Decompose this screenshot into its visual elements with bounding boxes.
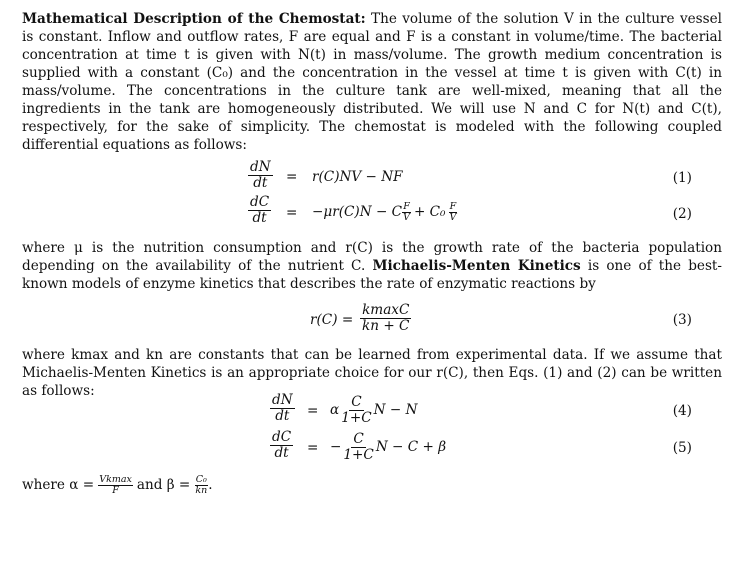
equation-5 <box>0 430 744 466</box>
paragraph-chemostat-description <box>22 10 722 154</box>
alpha-den: F <box>112 484 119 496</box>
paragraph-text: The volume of the solution V in the culture vessel is constant. Inflow and outflow rates, F are equal and F is a constant in volume/time. The bacterial concentration at time t is given with N(t) in mass/volume. The growth medium concentration is supplied with a constant (C₀) and the concentration in the vessel at time t is given with C(t) in mass/volume. The concentrations in the culture tank are well-mixed, meaning that all the ingredients in the tank are homogeneously distributed. We will use N and C for N(t) and C(t), respectively, for the sake of simplicity. The chemostat is modeled with the following coupled differential equations as follows: <box>22 11 723 153</box>
eq4-rhs-part-b: N − N <box>373 402 418 418</box>
paragraph-text-a: where μ is the nutrition consumption and r(C) is the growth rate of the bacteria population depending on the availability of the nutrient C. <box>22 240 722 274</box>
and-beta-text: and β = <box>136 477 191 493</box>
alpha-beta-definition <box>22 472 213 498</box>
paragraph-text: where kmax and kn are constants that can be learned from experimental data. If we assume that Michaelis-Menten Kinetics is an appropriate choice for our r(C), then Eqs. (1) and (2) can be written as follows: <box>22 347 722 399</box>
equation-2 <box>0 195 744 231</box>
eq2-rhs-part-a: −μr(C)N − C <box>312 204 403 220</box>
eq4-fraction <box>339 395 373 426</box>
eq2-frac-2 <box>449 202 458 223</box>
eq2-frac2-den: V <box>449 211 457 223</box>
equals-sign: = <box>307 403 319 419</box>
equation-1 <box>0 160 744 196</box>
eq5-frac-num: C <box>353 430 364 447</box>
equals-sign: = <box>307 440 319 456</box>
eq5-frac-den: 1+C <box>343 446 374 463</box>
eq4-frac-den: 1+C <box>341 409 372 426</box>
where-alpha-text: where α = <box>22 477 95 493</box>
eq4-lhs-num: dN <box>272 392 293 408</box>
section-heading: Mathematical Description of the Chemostat: <box>22 11 366 27</box>
equation-number: (3) <box>672 312 692 328</box>
eq4-frac-num: C <box>351 393 362 410</box>
eq1-rhs: r(C)NV − NF <box>312 169 403 185</box>
beta-fraction <box>194 475 208 496</box>
eq5-lhs <box>270 430 293 461</box>
paragraph-michaelis-menten <box>22 239 722 293</box>
eq5-fraction <box>341 432 375 463</box>
beta-den: kn <box>195 484 208 496</box>
paragraph-text-b: is one of the best-known models of enzyme kinetics that describes the rate of enzymatic reactions by <box>22 258 722 292</box>
beta-num: C₀ <box>195 473 207 485</box>
eq2-frac1-den: V <box>403 211 410 223</box>
equals-sign: = <box>286 205 298 221</box>
period: . <box>208 477 213 493</box>
eq4-rhs <box>330 394 417 426</box>
equation-number: (1) <box>672 170 692 186</box>
alpha-num: Vkmax <box>99 473 132 485</box>
eq5-rhs-part-b: N − C + β <box>375 439 447 455</box>
eq3-lhs: r(C) = <box>310 312 354 328</box>
equation-number: (5) <box>672 440 692 456</box>
eq1-lhs <box>248 160 273 191</box>
alpha-fraction <box>98 475 133 496</box>
eq5-rhs <box>330 431 446 463</box>
equation-number: (2) <box>672 206 692 222</box>
eq4-lhs <box>270 393 295 424</box>
equation-number: (4) <box>672 403 692 419</box>
eq2-rhs <box>312 197 457 227</box>
eq2-lhs-num: dC <box>250 194 270 210</box>
eq2-rhs-part-b: + C₀ <box>413 204 446 220</box>
equals-sign: = <box>286 169 298 185</box>
eq5-rhs-part-a: − <box>330 439 342 455</box>
paragraph-kmax-kn <box>22 346 722 400</box>
equation-3 <box>0 302 744 338</box>
eq5-lhs-num: dC <box>272 429 292 445</box>
eq5-lhs-den: dt <box>274 445 289 461</box>
michaelis-menten-heading: Michaelis-Menten Kinetics <box>372 258 581 274</box>
eq2-lhs-den: dt <box>252 210 267 226</box>
eq4-rhs-part-a: α <box>330 402 340 418</box>
eq1-lhs-num: dN <box>250 159 271 175</box>
eq3-den: kn + C <box>362 318 410 334</box>
eq2-frac-1 <box>402 202 411 223</box>
eq2-frac2-num: F <box>449 200 457 212</box>
equation-4 <box>0 393 744 429</box>
eq3-fraction <box>360 303 411 334</box>
eq2-lhs <box>248 195 271 226</box>
eq4-lhs-den: dt <box>275 408 290 424</box>
eq1-lhs-den: dt <box>253 175 268 191</box>
eq2-frac1-num: F <box>403 200 410 212</box>
eq3-num: kmaxC <box>362 302 410 318</box>
